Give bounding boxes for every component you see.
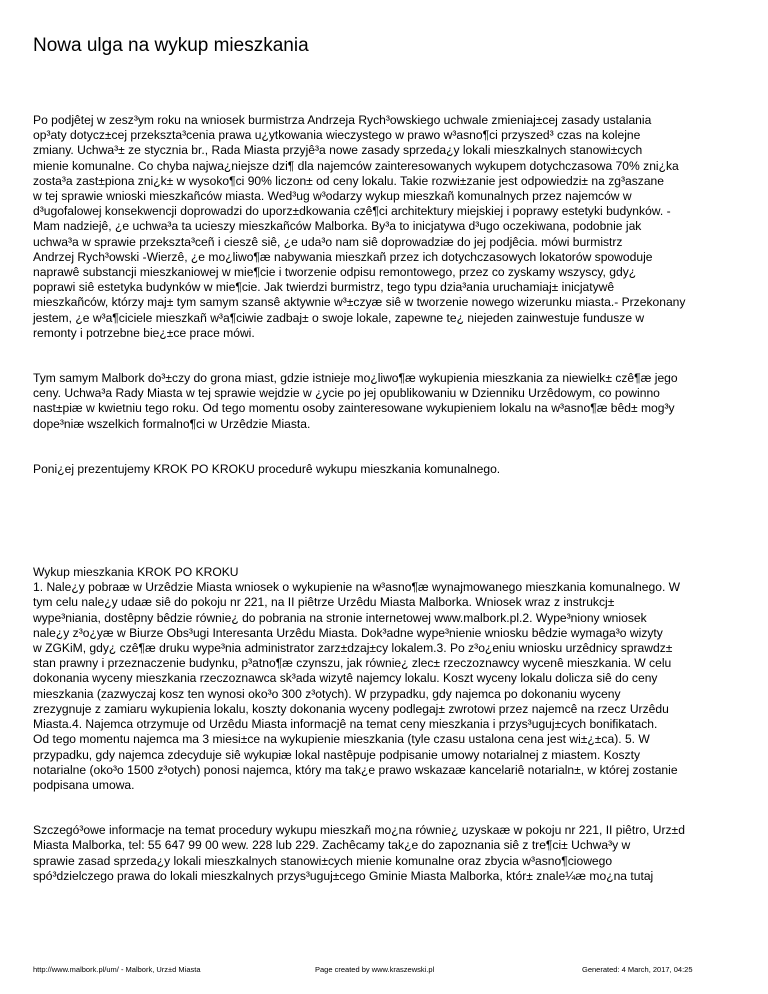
text-line: dope³niæ wszelkich formalno¶ci w Urzêdzie Miasta. [33, 416, 311, 431]
page-title: Nowa ulga na wykup mieszkania [33, 35, 309, 56]
text-line: mieszkañców, którzy maj± tym samym szansê aktywnie w³±czyæ siê w tworzenie nowego wizerunku miasta.- Przekonany [33, 295, 686, 310]
text-line: zmiany. Uchwa³± ze stycznia br., Rada Miasta przyjê³a nowe zasady sprzeda¿y lokali mieszkalnych stanowi±cych [33, 143, 643, 158]
footer-credit: Page created by www.kraszewski.pl [315, 965, 435, 974]
text-line: Od tego momentu najemca ma 3 miesi±ce na wykupienie mieszkania (tyle czasu ustalona cena jest wi±¿±ca). 5. W [33, 732, 650, 747]
paragraph-malbork-joins [33, 371, 743, 432]
text-line: spó³dzielczego prawa do lokali mieszkalnych przys³uguj±cego Gminie Miasta Malborka, któr± znale¼æ mo¿na tutaj [33, 868, 654, 883]
text-line: Miasta Malborka, tel: 55 647 99 00 wew. 228 lub 229. Zachêcamy tak¿e do zapoznania siê z tre¶ci± Uchwa³y w [33, 838, 631, 853]
text-line: tym celu nale¿y udaæ siê do pokoju nr 221, na II piêtrze Urzêdu Miasta Malborka. Wniosek wraz z instrukcj± [33, 595, 615, 610]
text-line: notarialne (oko³o 1500 z³otych) ponosi najemca, który ma tak¿e prawo wskazaæ kancelariê notarialn±, w której zostanie [33, 762, 678, 777]
text-line: poprawi siê estetyka budynków w mie¶cie. Jak twierdzi burmistrz, tego typu dzia³ania uruchamiaj± inicjatywê [33, 280, 615, 295]
text-line: Andrzej Rych³owski -Wierzê, ¿e mo¿liwo¶æ nabywania mieszkañ przez ich dotychczasowych lokatorów spowoduje [33, 249, 653, 264]
text-line: dokonania wyceny mieszkania rzeczoznawca sk³ada wizytê najemcy lokalu. Koszt wyceny lokalu dolicza siê do ceny [33, 671, 658, 686]
text-line: mieszkania (zazwyczaj kosz ten wynosi oko³o 300 z³otych). W przypadku, gdy najemca po dokonaniu wyceny [33, 686, 621, 701]
paragraph-step-by-step [33, 565, 743, 793]
text-line: nale¿y z³o¿yæ w Biurze Obs³ugi Interesanta Urzêdu Miasta. Dok³adne wype³nienie wniosku bêdzie wymaga³o wizyty [33, 625, 663, 640]
text-line: stan prawny i przeznaczenie budynku, p³atno¶æ czynszu, jak równie¿ zlec± rzeczoznawcy wycenê mieszkania. W celu [33, 656, 672, 671]
text-line: naprawê substancji mieszkaniowej w mie¶cie i tworzenie odpisu remontowego, przez co zyskamy wszyscy, gdy¿ [33, 265, 637, 280]
article-body [33, 113, 743, 884]
page-footer [33, 965, 733, 977]
text-line: wype³niania, dostêpny bêdzie równie¿ do pobrania na stronie internetowej www.malbork.pl.2. Wype³niony wniosek [33, 610, 647, 625]
text-line: mienie komunalne. Co chyba najwa¿niejsze dzi¶ dla najemców zainteresowanych wykupem dotychczasowa 70% zni¿ka [33, 158, 679, 173]
text-line: Poni¿ej prezentujemy KROK PO KROKU procedurê wykupu mieszkania komunalnego. [33, 461, 501, 476]
text-line: Po podjêtej w zesz³ym roku na wniosek burmistrza Andrzeja Rych³owskiego uchwale zmieniaj±cej zasady ustalania [33, 113, 652, 127]
text-line: sprawie zasad sprzeda¿y lokali mieszkalnych stanowi±cych mienie komunalne oraz zbycia w³asno¶ciowego [33, 853, 613, 868]
text-line: zrezygnuje z zamiaru wykupienia lokalu, koszty dokonania wyceny podlegaj± zwrotowi przez najemcê na rzecz Urzêdu [33, 701, 669, 716]
footer-generated-date: Generated: 4 March, 2017, 04:25 [582, 965, 693, 974]
text-line: 1. Nale¿y pobraæ w Urzêdzie Miasta wniosek o wykupienie na w³asno¶æ wynajmowanego mieszkania komunalnego. W [33, 580, 681, 595]
text-line: przypadku, gdy najemca zdecyduje siê wykupiæ lokal nastêpuje podpisanie umowy notarialnej z miastem. Koszty [33, 747, 641, 762]
text-line: ceny. Uchwa³a Rady Miasta w tej sprawie wejdzie w ¿ycie po jej opublikowaniu w Dzienniku Urzêdowym, co powinno [33, 386, 660, 401]
text-line: zosta³a zast±piona zni¿k± w wysoko¶ci 90% liczon± od ceny lokalu. Takie rozwi±zanie jest odpowiedzi± na zg³aszane [33, 173, 665, 188]
text-line: Szczegó³owe informacje na temat procedury wykupu mieszkañ mo¿na równie¿ uzyskaæ w pokoju nr 221, II piêtro, Urz±d [33, 823, 685, 838]
footer-source-url: http://www.malbork.pl/um/ - Malbork, Urz±d Miasta [33, 965, 201, 974]
text-line: remonty i potrzebne bie¿±ce prace mówi. [33, 325, 255, 340]
text-line: op³aty dotycz±cej przekszta³cenia prawa u¿ytkowania wieczystego w prawo w³asno¶ci przyszed³ czas na kolejne [33, 128, 641, 143]
text-line: Miasta.4. Najemca otrzymuje od Urzêdu Miasta informacjê na temat ceny mieszkania i przys³uguj±cych bonifikatach. [33, 717, 658, 732]
text-line: w ZGKiM, gdy¿ czê¶æ druku wype³nia administrator zarz±dzaj±cy lokalem.3. Po z³o¿eniu wniosku urzêdnicy sprawdz± [33, 641, 673, 656]
text-line: uchwa³a w sprawie przekszta³ceñ i cieszê siê, ¿e uda³o nam siê doprowadziæ do jej podjêcia. mówi burmistrz [33, 234, 623, 249]
text-line: Wykup mieszkania KROK PO KROKU [33, 565, 239, 580]
text-line: d³ugofalowej konsekwencji doprowadzi do uporz±dkowania czê¶ci architektury miejskiej i poprawy estetyki budynków. - [33, 204, 671, 219]
text-line: w tej sprawie wnioski mieszkañców miasta. Wed³ug w³odarzy wykup mieszkañ komunalnych przez najemców w [33, 189, 632, 204]
text-line: nast±piæ w kwietniu tego roku. Od tego momentu osoby zainteresowane wykupieniem lokalu na w³asno¶æ bêd± mog³y [33, 401, 675, 416]
text-line: Mam nadziejê, ¿e uchwa³a ta ucieszy mieszkañców Malborka. By³a to inicjatywa d³ugo oczekiwana, podobnie jak [33, 219, 642, 234]
text-line: jestem, ¿e w³a¶ciciele mieszkañ w³a¶ciwie zadbaj± o swoje lokale, zapewne te¿ niejeden zainwestuje fundusze w [33, 310, 645, 325]
paragraph-procedure-intro [33, 462, 743, 477]
paragraph-details [33, 823, 743, 884]
text-line: Tym samym Malbork do³±czy do grona miast, gdzie istnieje mo¿liwo¶æ wykupienia mieszkania za niewielk± czê¶æ jego [33, 371, 678, 386]
paragraph-intro [33, 113, 743, 341]
text-line: podpisana umowa. [33, 777, 135, 792]
